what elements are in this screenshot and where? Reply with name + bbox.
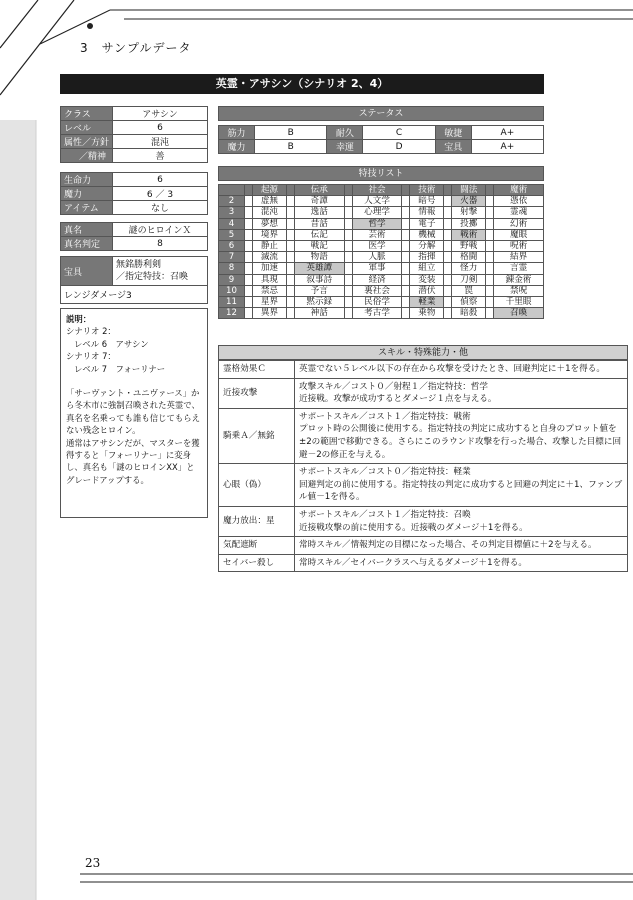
skill-cell: 叙事詩 <box>294 274 344 285</box>
skill-mark-cell <box>344 196 352 207</box>
info-row <box>61 187 208 201</box>
skill-roll-number: 11 <box>219 296 245 307</box>
status-value: D <box>363 140 435 154</box>
skill-mark-cell <box>402 240 410 251</box>
ability-row <box>219 378 628 408</box>
info-value: 混沌 <box>113 135 208 149</box>
skill-cell: 乗物 <box>410 308 444 319</box>
skill-cell: 逸話 <box>294 207 344 218</box>
ability-row <box>219 464 628 507</box>
skill-mark-cell <box>486 218 494 229</box>
skill-mark-cell <box>444 218 452 229</box>
status-row <box>219 140 544 154</box>
skill-mark-cell <box>486 196 494 207</box>
skill-mark-cell <box>286 196 294 207</box>
skill-mark-cell <box>402 308 410 319</box>
skill-roll-number: 2 <box>219 196 245 207</box>
skill-cell: 偵察 <box>452 296 486 307</box>
info-row <box>61 173 208 187</box>
ability-row <box>219 537 628 555</box>
noble-phantasm-value <box>113 257 208 286</box>
skill-mark-cell <box>245 263 253 274</box>
skill-cell: 潜伏 <box>410 285 444 296</box>
skill-cell: 結界 <box>494 252 544 263</box>
abilities-table <box>218 360 628 572</box>
skill-row <box>219 240 544 251</box>
explanation-line: 「サーヴァント・ユニヴァース」から冬木市に強制召喚された英霊で、真名を名乗っても誰も信じてもらえない残念ヒロイン。 <box>66 388 200 436</box>
skill-cell-selected: 火器 <box>452 196 486 207</box>
skill-mark-cell <box>486 252 494 263</box>
skill-roll-number: 12 <box>219 308 245 319</box>
skill-mark-cell <box>402 207 410 218</box>
info-key: クラス <box>61 107 113 121</box>
ability-row <box>219 408 628 463</box>
skill-roll-number: 3 <box>219 207 245 218</box>
skill-mark-cell <box>245 274 253 285</box>
skill-mark-cell <box>286 263 294 274</box>
skill-cell: 格闘 <box>452 252 486 263</box>
ability-description-text: 攻撃スキル／コスト０／射程１／指定特技：哲学 近接戦。攻撃が成功するとダメージ１点を与える。 <box>299 381 497 405</box>
skill-cell: 幻術 <box>494 218 544 229</box>
skill-cell: 野戦 <box>452 240 486 251</box>
true-name-table <box>60 222 208 251</box>
skill-category: 社会 <box>352 185 402 196</box>
skill-cell: 霊魂 <box>494 207 544 218</box>
skill-mark-cell <box>344 218 352 229</box>
vitals-table <box>60 172 208 215</box>
skill-cell: 考古学 <box>352 308 402 319</box>
status-header: ステータス <box>218 106 544 121</box>
skill-mark-cell <box>444 207 452 218</box>
ability-description-text: サポートスキル／コスト０／指定特技：軽業 回避判定の前に使用する。指定特技の判定に成功すると回避の判定に＋1、ファンブル値－1を得る。 <box>299 467 623 503</box>
status-value: B <box>255 126 327 140</box>
status-key: 魔力 <box>219 140 255 154</box>
noble-phantasm-label: 宝具 <box>61 257 113 286</box>
skill-cell: 具現 <box>253 274 287 285</box>
skill-cell: 組立 <box>410 263 444 274</box>
skill-mark-cell <box>486 274 494 285</box>
info-key: 真名判定 <box>61 237 113 251</box>
skill-mark-cell <box>344 229 352 240</box>
skill-cell: 言霊 <box>494 263 544 274</box>
skill-corner <box>219 185 245 196</box>
ability-description <box>295 554 628 572</box>
ability-description <box>295 506 628 536</box>
skill-cell: 予言 <box>294 285 344 296</box>
status-key: 宝具 <box>435 140 471 154</box>
info-row <box>61 201 208 215</box>
skill-mark-cell <box>245 285 253 296</box>
skill-cell: 電子 <box>410 218 444 229</box>
skill-mark-cell <box>444 185 452 196</box>
info-row <box>61 121 208 135</box>
skill-cell: 呪術 <box>494 240 544 251</box>
skill-mark-cell <box>402 263 410 274</box>
skill-cell: 禁呪 <box>494 285 544 296</box>
skill-mark-cell <box>286 274 294 285</box>
skill-cell: 夢想 <box>253 218 287 229</box>
skill-cell: 異界 <box>253 308 287 319</box>
skill-mark-cell <box>245 218 253 229</box>
skill-roll-number: 4 <box>219 218 245 229</box>
skill-cell: 星界 <box>253 296 287 307</box>
skill-mark-cell <box>286 229 294 240</box>
skill-cell: 憑依 <box>494 196 544 207</box>
skill-mark-cell <box>245 296 253 307</box>
skill-cell: 加速 <box>253 263 287 274</box>
explanation-line <box>66 375 202 387</box>
ability-row <box>219 506 628 536</box>
skill-mark-cell <box>486 207 494 218</box>
skill-mark-cell <box>245 207 253 218</box>
status-key: 耐久 <box>327 126 363 140</box>
class-info-table <box>60 106 208 163</box>
skill-mark-cell <box>245 196 253 207</box>
ability-name: 心眼（偽） <box>219 464 295 507</box>
skill-mark-cell <box>402 296 410 307</box>
noble-phantasm-damage: レンジダメージ3 <box>61 286 208 304</box>
skill-mark-cell <box>486 229 494 240</box>
ability-description <box>295 464 628 507</box>
status-key: 筋力 <box>219 126 255 140</box>
skill-cell-selected: 召喚 <box>494 308 544 319</box>
ability-name: セイバー殺し <box>219 554 295 572</box>
ability-description-text: サポートスキル／コスト１／指定特技：召喚 近接戦攻撃の前に使用する。近接戦のダメージ＋1を得る。 <box>299 509 528 533</box>
info-row <box>61 135 208 149</box>
explanation-line: レベル 6 アサシン <box>74 338 149 349</box>
skill-cell-selected: 軽業 <box>410 296 444 307</box>
skill-mark-cell <box>444 252 452 263</box>
skill-row <box>219 296 544 307</box>
skill-mark-cell <box>344 252 352 263</box>
skill-mark-cell <box>402 185 410 196</box>
skill-cell: 投擲 <box>452 218 486 229</box>
skill-cell: 罠 <box>452 285 486 296</box>
skill-mark-cell <box>486 308 494 319</box>
info-value: なし <box>113 201 208 215</box>
skill-cell: 経済 <box>352 274 402 285</box>
skill-cell: 奇譚 <box>294 196 344 207</box>
skill-mark-cell <box>402 274 410 285</box>
ability-name: 騎乗Ａ／無銘 <box>219 408 295 463</box>
section-heading: 3 サンプルデータ <box>80 41 192 55</box>
explanation-label: 説明： <box>66 314 92 324</box>
skill-cell: 怪力 <box>452 263 486 274</box>
ability-description <box>295 408 628 463</box>
skill-mark-cell <box>486 263 494 274</box>
skill-mark-cell <box>245 229 253 240</box>
info-key: 属性／方針 <box>61 135 113 149</box>
skill-cell: 静止 <box>253 240 287 251</box>
status-row <box>219 126 544 140</box>
noble-phantasm-name: 無銘勝利剣 <box>116 260 162 270</box>
ability-description-text: サポートスキル／コスト１／指定特技：戦術 プロット時の公開後に使用する。指定特技の判定に成功すると自身のプロット値を±2の範囲で移動できる。さらにこのラウンド攻撃を行った場合、攻撃した目標に回避－2の修正を与える。 <box>299 411 622 460</box>
ability-description-text: 常時スキル／セイバークラスへ与えるダメージ＋1を得る。 <box>299 557 527 568</box>
explanation-line: 通常はアサシンだが、マスターを獲得すると「フォーリナー」に変身し、真名も「謎のヒロインXX」とグレードアップする。 <box>66 437 200 485</box>
info-value: 6 ／ 3 <box>113 187 208 201</box>
skill-roll-number: 10 <box>219 285 245 296</box>
info-value: 6 <box>113 121 208 135</box>
skill-cell: 芸術 <box>352 229 402 240</box>
status-value: C <box>363 126 435 140</box>
skill-mark-cell <box>286 185 294 196</box>
explanation-line: シナリオ 2： <box>66 326 116 337</box>
skill-cell-selected: 哲学 <box>352 218 402 229</box>
skill-cell: 心理学 <box>352 207 402 218</box>
skill-roll-number: 7 <box>219 252 245 263</box>
ability-description <box>295 361 628 379</box>
ability-description <box>295 378 628 408</box>
skill-cell-selected: 戦術 <box>452 229 486 240</box>
ability-name: 近接攻撃 <box>219 378 295 408</box>
skill-mark-cell <box>444 274 452 285</box>
skill-row <box>219 218 544 229</box>
skill-roll-number: 9 <box>219 274 245 285</box>
info-value: アサシン <box>113 107 208 121</box>
skill-cell: 人文学 <box>352 196 402 207</box>
info-key: レベル <box>61 121 113 135</box>
skill-roll-number: 5 <box>219 229 245 240</box>
skill-mark-cell <box>486 285 494 296</box>
info-row <box>61 223 208 237</box>
skill-cell: 魔眼 <box>494 229 544 240</box>
skill-cell: 禁忌 <box>253 285 287 296</box>
skill-mark-cell <box>444 308 452 319</box>
skill-mark-cell <box>344 263 352 274</box>
skill-mark-cell <box>286 308 294 319</box>
skill-cell: 境界 <box>253 229 287 240</box>
info-row <box>61 237 208 251</box>
ability-row <box>219 361 628 379</box>
skill-mark-cell <box>344 308 352 319</box>
skill-mark-cell <box>486 240 494 251</box>
skill-cell: 戦記 <box>294 240 344 251</box>
status-value: B <box>255 140 327 154</box>
skill-cell: 変装 <box>410 274 444 285</box>
explanation-line: レベル 7 フォーリナー <box>74 363 166 374</box>
skill-mark-cell <box>444 296 452 307</box>
info-key: 生命力 <box>61 173 113 187</box>
info-key: 魔力 <box>61 187 113 201</box>
noble-phantasm-skill: ／指定特技：召喚 <box>116 272 189 282</box>
skill-cell: 医学 <box>352 240 402 251</box>
skill-row <box>219 229 544 240</box>
skill-cell: 暗号 <box>410 196 444 207</box>
skill-cell: 神話 <box>294 308 344 319</box>
skill-row <box>219 285 544 296</box>
skill-row <box>219 252 544 263</box>
explanation-line: シナリオ 7： <box>66 351 116 362</box>
ability-description <box>295 537 628 555</box>
skill-mark-cell <box>344 185 352 196</box>
skill-cell: 人脈 <box>352 252 402 263</box>
skill-cell: 分解 <box>410 240 444 251</box>
skill-category: 闘法 <box>452 185 486 196</box>
skill-roll-number: 8 <box>219 263 245 274</box>
skill-list-header: 特技リスト <box>218 166 544 181</box>
skill-cell: 指揮 <box>410 252 444 263</box>
skill-cell: 昔話 <box>294 218 344 229</box>
skill-mark-cell <box>286 240 294 251</box>
info-key: 真名 <box>61 223 113 237</box>
skill-mark-cell <box>402 218 410 229</box>
skill-row <box>219 196 544 207</box>
skill-cell: 裏社会 <box>352 285 402 296</box>
skill-mark-cell <box>402 252 410 263</box>
info-value: 謎のヒロインＸ <box>113 223 208 237</box>
skill-mark-cell <box>486 296 494 307</box>
noble-phantasm-table <box>60 256 208 304</box>
skill-row <box>219 308 544 319</box>
skill-mark-cell <box>245 308 253 319</box>
info-value: 善 <box>113 149 208 163</box>
status-value: A+ <box>471 140 543 154</box>
skill-cell: 虚無 <box>253 196 287 207</box>
skill-mark-cell <box>344 296 352 307</box>
skill-cell: 千里眼 <box>494 296 544 307</box>
skill-row <box>219 274 544 285</box>
skill-mark-cell <box>444 229 452 240</box>
skill-cell: 伝記 <box>294 229 344 240</box>
abilities-header: スキル・特殊能力・他 <box>218 345 628 360</box>
skill-cell: 滅流 <box>253 252 287 263</box>
skill-cell-selected: 英雄譚 <box>294 263 344 274</box>
skill-mark-cell <box>344 240 352 251</box>
info-key: アイテム <box>61 201 113 215</box>
skill-cell: 刀剣 <box>452 274 486 285</box>
skill-list-table <box>218 184 544 319</box>
skill-cell: 機械 <box>410 229 444 240</box>
status-value: A+ <box>471 126 543 140</box>
skill-mark-cell <box>286 252 294 263</box>
skill-mark-cell <box>486 185 494 196</box>
skill-mark-cell <box>286 296 294 307</box>
skill-mark-cell <box>444 285 452 296</box>
skill-cell: 錬金術 <box>494 274 544 285</box>
skill-category: 伝承 <box>294 185 344 196</box>
skill-cell: 情報 <box>410 207 444 218</box>
ability-name: 気配遮断 <box>219 537 295 555</box>
status-key: 幸運 <box>327 140 363 154</box>
skill-mark-cell <box>344 274 352 285</box>
skill-mark-cell <box>245 185 253 196</box>
info-key: ／精神 <box>61 149 113 163</box>
skill-cell: 暗殺 <box>452 308 486 319</box>
status-table <box>218 125 544 154</box>
skill-list-head-row <box>219 185 544 196</box>
skill-mark-cell <box>286 218 294 229</box>
skill-cell: 物語 <box>294 252 344 263</box>
skill-mark-cell <box>344 207 352 218</box>
info-row <box>61 107 208 121</box>
skill-mark-cell <box>444 196 452 207</box>
page-number: 23 <box>85 856 101 870</box>
ability-name: 霊格効果Ｃ <box>219 361 295 379</box>
skill-row <box>219 263 544 274</box>
skill-cell: 射撃 <box>452 207 486 218</box>
skill-mark-cell <box>245 252 253 263</box>
skill-mark-cell <box>245 240 253 251</box>
ability-name: 魔力放出：星 <box>219 506 295 536</box>
ability-row <box>219 554 628 572</box>
skill-cell: 黙示録 <box>294 296 344 307</box>
explanation-box <box>60 308 208 518</box>
skill-category: 技術 <box>410 185 444 196</box>
skill-mark-cell <box>402 196 410 207</box>
skill-mark-cell <box>402 285 410 296</box>
skill-category: 起源 <box>253 185 287 196</box>
skill-cell: 民俗学 <box>352 296 402 307</box>
skill-mark-cell <box>286 207 294 218</box>
info-value: 8 <box>113 237 208 251</box>
info-value: 6 <box>113 173 208 187</box>
character-title: 英霊・アサシン（シナリオ 2、4） <box>60 74 544 94</box>
skill-cell: 混沌 <box>253 207 287 218</box>
skill-cell: 軍事 <box>352 263 402 274</box>
info-row <box>61 149 208 163</box>
skill-category: 魔術 <box>494 185 544 196</box>
ability-description-text: 常時スキル／情報判定の目標になった場合、その判定目標値に＋2を与える。 <box>299 540 597 551</box>
skill-mark-cell <box>444 240 452 251</box>
skill-mark-cell <box>286 285 294 296</box>
skill-mark-cell <box>344 285 352 296</box>
skill-mark-cell <box>444 263 452 274</box>
status-key: 敏捷 <box>435 126 471 140</box>
skill-roll-number: 6 <box>219 240 245 251</box>
ability-description-text: 英霊でない５レベル以下の存在から攻撃を受けたとき、回避判定に＋1を得る。 <box>299 364 605 374</box>
skill-row <box>219 207 544 218</box>
skill-mark-cell <box>402 229 410 240</box>
